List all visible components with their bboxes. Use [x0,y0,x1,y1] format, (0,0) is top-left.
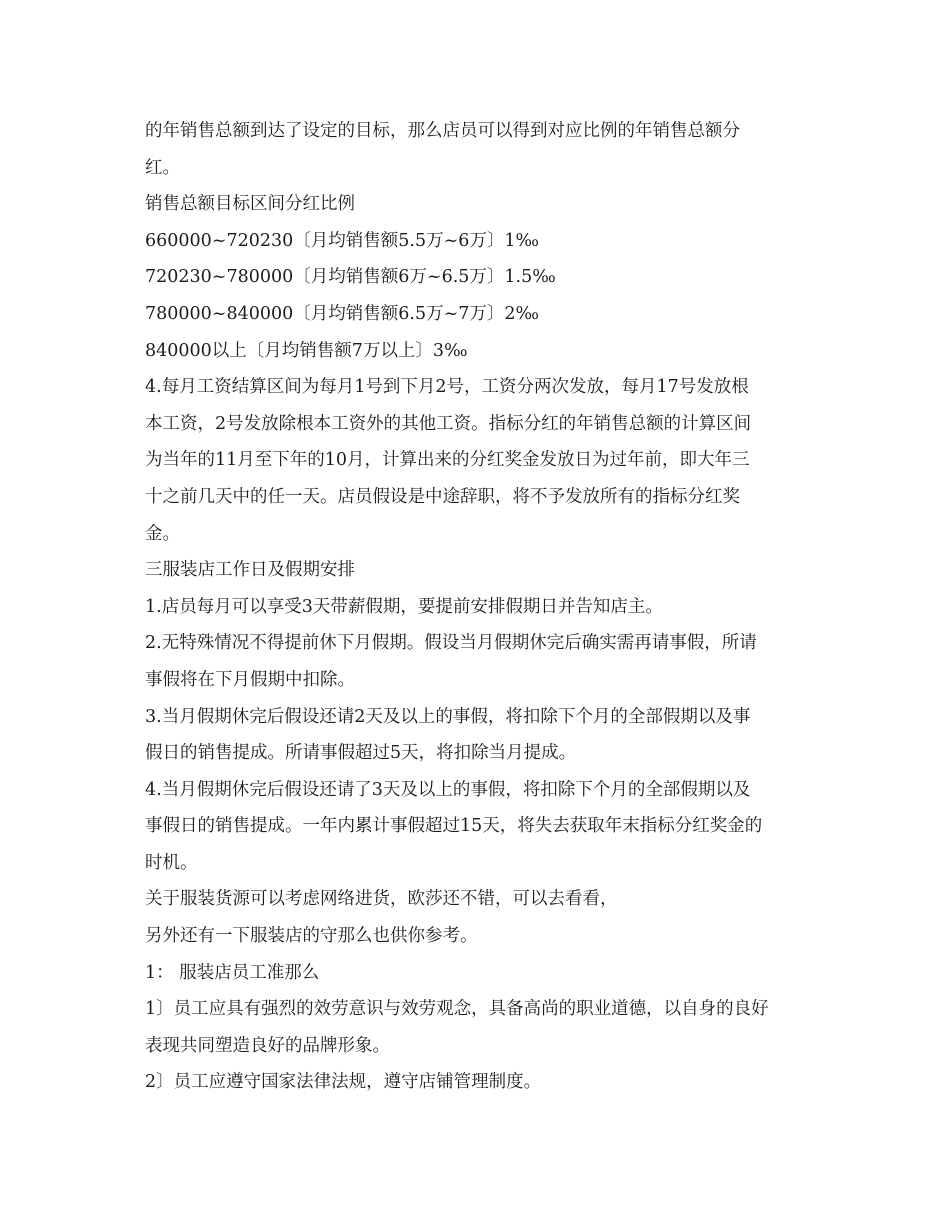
text-line: 780000~840000〔月均销售额6.5万~7万〕2‰ [145,303,540,324]
text-line: 时机。 [145,852,198,873]
text-line: 1.店员每月可以享受3天带薪假期，要提前安排假期日并告知店主。 [145,596,663,617]
text-line: 720230~780000〔月均销售额6万~6.5万〕1.5‰ [145,267,556,288]
text-line: 金。 [145,523,180,544]
text-line: 1〕员工应具有强烈的效劳意识与效劳观念，具备高尚的职业道德，以自身的良好 [145,999,769,1020]
section-heading: 销售总额目标区间分红比例 [145,194,355,215]
text-line: 840000以上〔月均销售额7万以上〕3‰ [145,340,468,361]
text-line: 假日的销售提成。所请事假超过5天，将扣除当月提成。 [145,743,577,764]
text-line: 红。 [145,157,180,178]
text-line: 本工资，2号发放除根本工资外的其他工资。指标分红的年销售总额的计算区间 [145,413,752,434]
text-line: 十之前几天中的任一天。店员假设是中途辞职，将不予发放所有的指标分红奖 [145,486,740,507]
document-body [145,113,813,1101]
text-line: 2.无特殊情况不得提前休下月假期。假设当月假期休完后确实需再请事假，所请 [145,633,757,654]
text-line: 关于服装货源可以考虑网络进货，欧莎还不错，可以去看看， [145,889,618,910]
section-heading: 三服装店工作日及假期安排 [145,560,355,581]
text-line: 660000~720230〔月均销售额5.5万~6万〕1‰ [145,230,540,251]
section-heading: 1： 服装店员工准那么 [145,962,320,983]
text-line: 表现共同塑造良好的品牌形象。 [145,1035,390,1056]
text-line: 另外还有一下服装店的守那么也供你参考。 [145,926,478,947]
text-line: 4.当月假期休完后假设还请了3天及以上的事假，将扣除下个月的全部假期以及 [145,779,751,800]
text-line: 的年销售总额到达了设定的目标，那么店员可以得到对应比例的年销售总额分 [145,121,740,141]
text-line: 2〕员工应遵守国家法律法规，遵守店铺管理制度。 [145,1072,542,1093]
text-line: 为当年的11月至下年的10月，计算出来的分红奖金发放日为过年前，即大年三 [145,450,750,471]
text-line: 3.当月假期休完后假设还请2天及以上的事假，将扣除下个月的全部假期以及事 [145,706,751,727]
text-line: 4.每月工资结算区间为每月1号到下月2号，工资分两次发放，每月17号发放根 [145,377,749,398]
text-line: 事假日的销售提成。一年内累计事假超过15天，将失去获取年末指标分红奖金的 [145,816,763,837]
text-line: 事假将在下月假期中扣除。 [145,669,355,690]
